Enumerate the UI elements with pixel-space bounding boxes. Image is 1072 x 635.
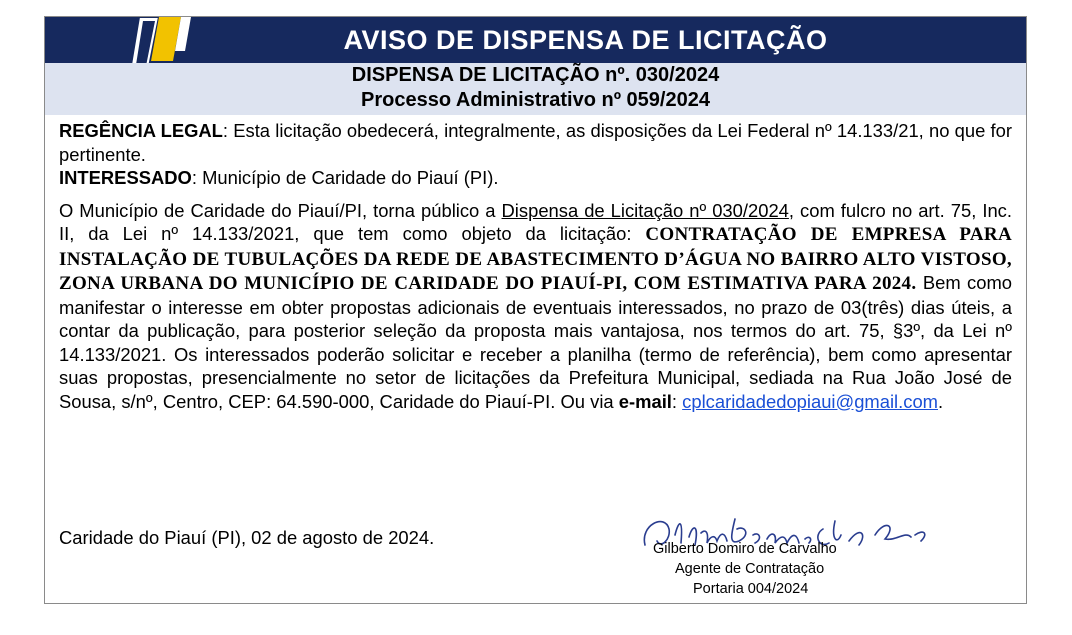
signatory-role: Agente de Contratação xyxy=(675,561,825,577)
dispensa-reference: Dispensa de Licitação nº 030/2024 xyxy=(501,199,789,221)
email-separator: : xyxy=(671,390,683,412)
process-number: Processo Administrativo nº 059/2024 xyxy=(361,89,710,111)
signatory-name: Gilberto Domiro de Carvalho xyxy=(653,541,837,557)
interessado-label: INTERESSADO xyxy=(59,167,192,188)
signatory-portaria: Portaria 004/2024 xyxy=(693,581,809,597)
signature-block xyxy=(635,505,935,605)
notice-body xyxy=(59,119,1012,413)
rest-text: Bem como manifestar o interesse em obter propostas adicionais de eventuais interessados, no prazo de 03(três) dias úteis, a contar da publicação, para posterior seleção da proposta mais vantajosa, nos termos do art. 75, §3º, da Lei nº 14.133/2021. Os interessados poderão solicitar e receber a planilha (termo de referência), bem como apresentar suas propostas, presencialmente no setor de licitações da Prefeitura Municipal, sediada na Rua João José de Sousa, s/nº, Centro, CEP: 64.590-000, Caridade do Piauí-PI. Ou via xyxy=(59,272,1013,412)
regencia-label: REGÊNCIA LEGAL xyxy=(59,120,223,141)
email-link[interactable]: cplcaridadedopiaui@gmail.com xyxy=(682,390,938,412)
subheader xyxy=(45,63,1026,115)
interessado-paragraph xyxy=(59,166,1012,190)
dispensa-number: DISPENSA DE LICITAÇÃO nº. 030/2024 xyxy=(351,64,720,86)
end-punctuation: . xyxy=(938,390,944,412)
email-label: e-mail xyxy=(618,390,672,412)
after-reference-text: , com fulcro no art. 75, Inc. II, da Lei nº 14.133/2021, que tem como objeto da licitação: xyxy=(59,199,1012,244)
notice-date: Caridade do Piauí (PI), 02 de agosto de 2024. xyxy=(59,527,435,548)
regencia-text: : Esta licitação obedecerá, integralmente, as disposições da Lei Federal nº 14.133/21, no que for pertinente. xyxy=(59,120,1012,165)
objeto-text: CONTRATAÇÃO DE EMPRESA PARA INSTALAÇÃO DE TUBULAÇÕES DA REDE DE ABASTECIMENTO D’ÁGUA NO BAIRRO ALTO VISTOSO, ZONA URBANA DO MUNICÍPIO DE CARIDADE DO PIAUÍ-PI, COM ESTIMATIVA PARA 2024. xyxy=(59,224,1012,294)
notice-frame xyxy=(44,16,1027,604)
intro-text: O Município de Caridade do Piauí/PI, torna público a xyxy=(59,199,502,221)
regencia-paragraph xyxy=(59,119,1012,166)
notice-title: AVISO DE DISPENSA DE LICITAÇÃO xyxy=(343,25,828,55)
interessado-text: : Município de Caridade do Piauí (PI). xyxy=(191,167,499,188)
main-paragraph xyxy=(59,199,1012,414)
